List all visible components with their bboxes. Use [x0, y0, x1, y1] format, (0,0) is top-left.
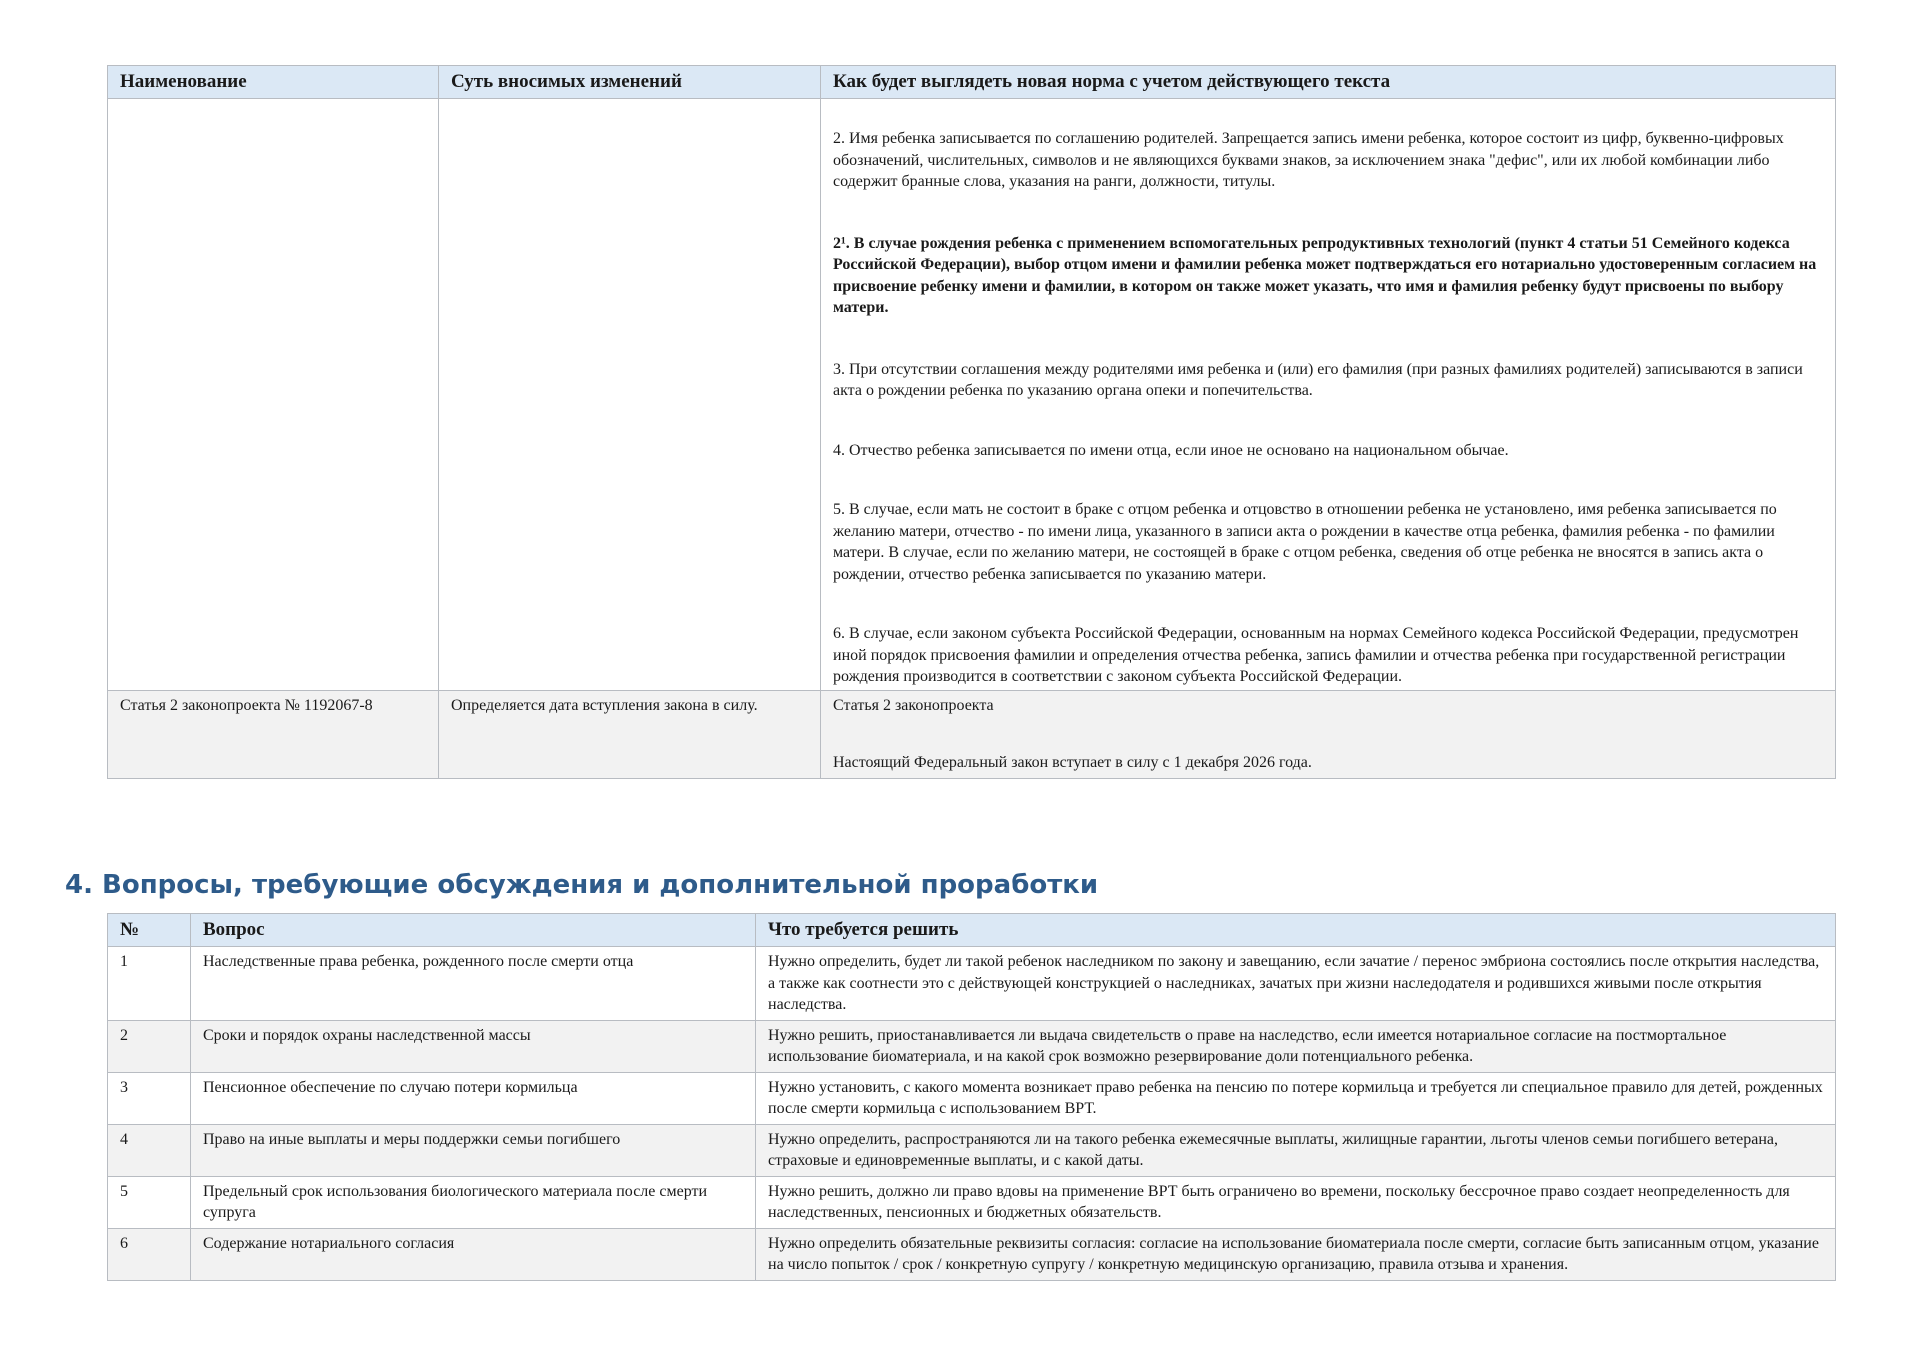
norm-paragraph-4: 4. Отчество ребенка записывается по имени отца, если иное не основано на национальном обычае. [833, 441, 1509, 459]
cell-question: Пенсионное обеспечение по случаю потери кормильца [191, 1072, 756, 1124]
cell-number: 1 [108, 947, 191, 1021]
table-row [108, 99, 1836, 691]
header-decision: Что требуется решить [756, 914, 1836, 947]
cell-decision: Нужно установить, с какого момента возникает право ребенка на пенсию по потере кормильца и требуется ли специальное правило для детей, рожденных после смерти кормильца с использованием ВРТ. [756, 1072, 1836, 1124]
table-row [108, 690, 1836, 778]
cell-question: Право на иные выплаты и меры поддержки семьи погибшего [191, 1124, 756, 1176]
norm-paragraph-5: 5. В случае, если мать не состоит в браке с отцом ребенка и отцовство в отношении ребенка не установлено, имя ребенка записывается по желанию матери, отчество - по имени лица, указанного в записи акта о рождении в качестве отца ребенка, фамилия ребенка - по фамилии матери. В случае, если по желанию матери, не состоящей в браке с отцом ребенка, сведения об отце ребенка не вносятся в запись акта о рождении, отчество ребенка записывается по указанию матери. [833, 501, 1777, 583]
cell-number: 5 [108, 1176, 191, 1228]
section-title: 4. Вопросы, требующие обсуждения и дополнительной проработки [65, 870, 1099, 900]
amendments-table [107, 65, 1836, 779]
cell-number: 2 [108, 1020, 191, 1072]
header-name: Наименование [108, 66, 439, 99]
cell-question: Предельный срок использования биологического материала после смерти супруга [191, 1176, 756, 1228]
table-row [108, 1124, 1836, 1176]
article-body: Настоящий Федеральный закон вступает в силу с 1 декабря 2026 года. [833, 754, 1312, 771]
norm-paragraph-6: 6. В случае, если законом субъекта Российской Федерации, основанным на нормах Семейного кодекса Российской Федерации, предусмотрен иной порядок присвоения фамилии и определения отчества ребенка, запись фамилии и отчества ребенка при государственной регистрации рождения производится в соответствии с законом субъекта Российской Федерации. [833, 625, 1799, 685]
cell-question: Наследственные права ребенка, рожденного после смерти отца [191, 947, 756, 1021]
issues-table [107, 913, 1836, 1281]
cell-question: Содержание нотариального согласия [191, 1228, 756, 1280]
cell-name [108, 99, 439, 691]
cell-decision: Нужно определить, распространяются ли на такого ребенка ежемесячные выплаты, жилищные гарантии, льготы членов семьи погибшего ветерана, страховые и единовременные выплаты, и с какой даты. [756, 1124, 1836, 1176]
header-change: Суть вносимых изменений [439, 66, 821, 99]
cell-decision: Нужно решить, приостанавливается ли выдача свидетельств о праве на наследство, если имеется нотариальное согласие на постмортальное использование биоматериала, и на какой срок возможно резервирование доли потенциального ребенка. [756, 1020, 1836, 1072]
header-new-norm: Как будет выглядеть новая норма с учетом действующего текста [821, 66, 1836, 99]
cell-number: 4 [108, 1124, 191, 1176]
cell-new-norm [821, 99, 1836, 691]
cell-number: 3 [108, 1072, 191, 1124]
cell-change [439, 99, 821, 691]
cell-decision: Нужно решить, должно ли право вдовы на применение ВРТ быть ограничено во времени, поскольку бессрочное право создает неопределенность для наследственных, пенсионных и бюджетных обязательств. [756, 1176, 1836, 1228]
norm-paragraph-2-1: 2¹. В случае рождения ребенка с применением вспомогательных репродуктивных технологий (пункт 4 статьи 51 Семейного кодекса Российской Федерации), выбор отцом имени и фамилии ребенка может подтверждаться его нотариально удостоверенным согласием на присвоение ребенку имени и фамилии, в котором он также может указать, что имя и фамилия ребенку будут присвоены по выбору матери. [833, 234, 1817, 316]
table-header-row [108, 66, 1836, 99]
norm-paragraph-3: 3. При отсутствии соглашения между родителями имя ребенка и (или) его фамилия (при разных фамилиях родителей) записываются в записи акта о рождении ребенка по указанию органа опеки и попечительства. [833, 360, 1803, 399]
table-header-row [108, 914, 1836, 947]
norm-paragraph-2: 2. Имя ребенка записывается по соглашению родителей. Запрещается запись имени ребенка, которое состоит из цифр, буквенно-цифровых обозначений, числительных, символов и не являющихся буквами знаков, за исключением знака "дефис", или их любой комбинации либо содержит бранные слова, указания на ранги, должности, титулы. [833, 130, 1784, 190]
table-row [108, 1072, 1836, 1124]
table-row [108, 1176, 1836, 1228]
cell-new-norm [821, 690, 1836, 778]
cell-question: Сроки и порядок охраны наследственной массы [191, 1020, 756, 1072]
table-row [108, 1228, 1836, 1280]
cell-decision: Нужно определить, будет ли такой ребенок наследником по закону и завещанию, если зачатие / перенос эмбриона состоялись после открытия наследства, а также как соотнести это с действующей конструкцией о наследниках, зачатых при жизни наследодателя и родившихся живыми после открытия наследства. [756, 947, 1836, 1021]
cell-change: Определяется дата вступления закона в силу. [439, 690, 821, 778]
table-row [108, 1020, 1836, 1072]
header-number: № [108, 914, 191, 947]
cell-name: Статья 2 законопроекта № 1192067-8 [108, 690, 439, 778]
cell-decision: Нужно определить обязательные реквизиты согласия: согласие на использование биоматериала после смерти, согласие быть записанным отцом, указание на число попыток / срок / конкретную супругу / конкретную медицинскую организацию, правила отзыва и хранения. [756, 1228, 1836, 1280]
cell-number: 6 [108, 1228, 191, 1280]
header-question: Вопрос [191, 914, 756, 947]
table-row [108, 947, 1836, 1021]
article-title: Статья 2 законопроекта [833, 696, 994, 714]
